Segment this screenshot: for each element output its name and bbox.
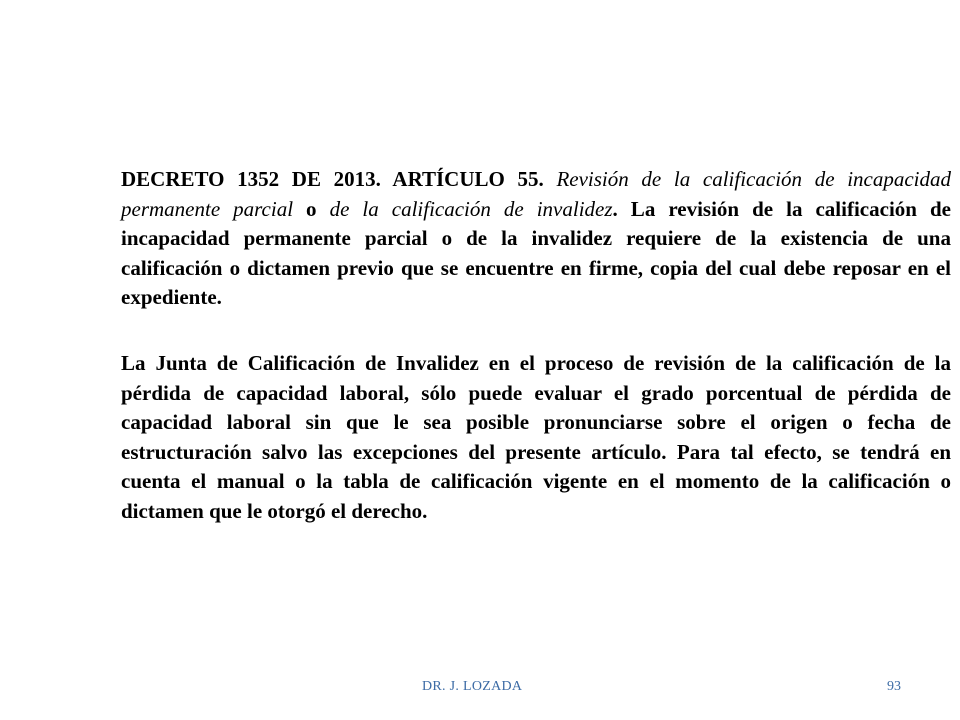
decree-heading: DECRETO 1352 DE 2013. ARTÍCULO 55. [121,167,557,191]
article-title-connector: o [293,196,330,221]
article-title-part-1: Revisión de la calificación de incapacidad permanente parcial [121,167,952,221]
article-title-part-2: de la calificación de invalidez [329,196,613,221]
paragraph-junta-calificacion: La Junta de Calificación de Invalidez en el proceso de revisión de la calificación de la pérdida de capacidad laboral, sólo puede evaluar el grado porcentual de pérdida de capacidad laboral sin que le sea posible pronunciarse sobre el origen o fecha de estructuración salvo las excepciones del presente artículo. Para tal efecto, se tendrá en cuenta el manual o la tabla de calificación vigente en el momento de la calificación o dictamen que le otorgó el derecho. [121,351,951,523]
paragraph-decreto-articulo-55 [121,165,951,313]
footer-author: DR. J. LOZADA [422,679,523,694]
page-number: 93 [887,679,901,694]
article-body-text: . La revisión de la calificación de incapacidad permanente parcial o de la invalidez requiere de la existencia de una calificación o dictamen previo que se encuentre en firme, copia del cual debe reposar en el expediente. [121,196,951,310]
